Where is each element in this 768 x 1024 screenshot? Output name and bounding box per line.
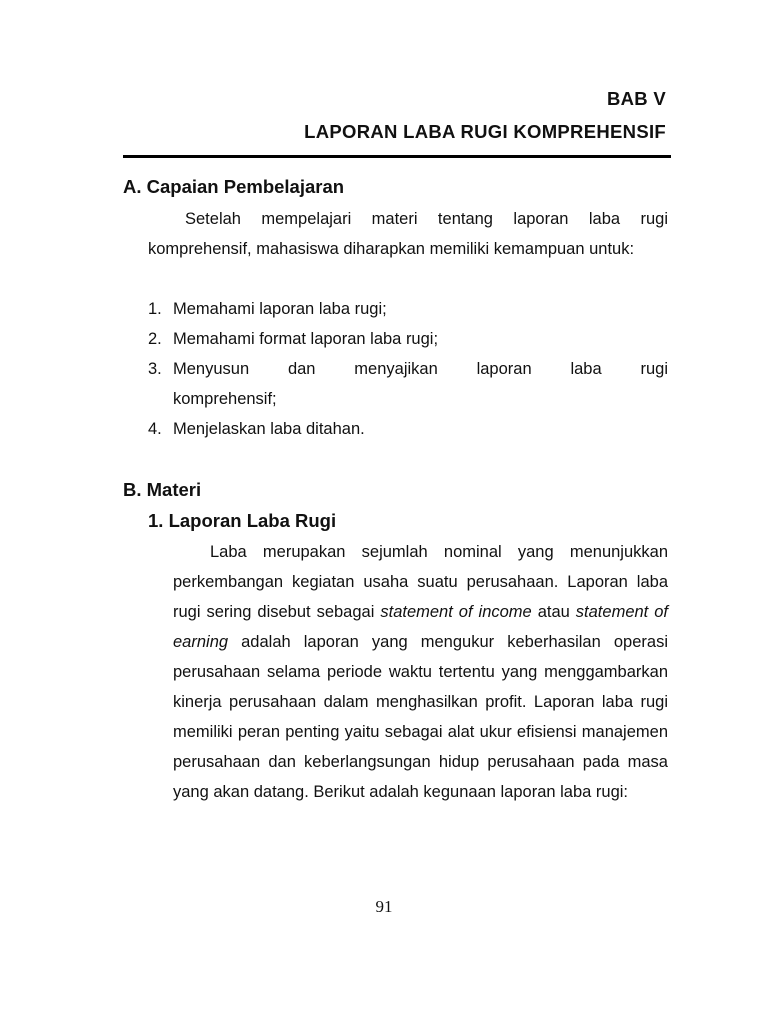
list-item [148, 354, 668, 414]
section-a-heading: A. Capaian Pembelajaran [123, 176, 345, 197]
chapter-number: BAB V [606, 88, 666, 109]
learning-outcomes-list [148, 294, 668, 444]
body-paragraph [173, 537, 668, 807]
section-b-heading: B. Materi [123, 479, 202, 500]
list-item-number: 3. [148, 360, 162, 378]
list-item [148, 324, 668, 354]
list-item-text: Menjelaskan laba ditahan. [173, 420, 365, 438]
paragraph-text: Laba merupakan sejumlah nominal yang menunjukkan perkembangan kegiatan usaha suatu perusahaan. Laporan laba rugi sering disebut sebagai [173, 543, 668, 621]
subsection-heading: 1. Laporan Laba Rugi [148, 510, 337, 531]
list-item [148, 294, 668, 324]
italic-term: statement of income [380, 603, 532, 621]
list-item-text-continued: komprehensif; [173, 390, 277, 408]
list-item-number: 1. [148, 300, 162, 318]
page-number: 91 [375, 897, 393, 916]
list-item [148, 414, 668, 444]
list-item-number: 4. [148, 420, 162, 438]
list-item-text: Memahami laporan laba rugi; [173, 300, 387, 318]
list-item-number: 2. [148, 330, 162, 348]
chapter-title: LAPORAN LABA RUGI KOMPREHENSIF [304, 121, 666, 142]
paragraph-text: atau [531, 603, 576, 621]
paragraph-text: adalah laporan yang mengukur keberhasilan operasi perusahaan selama periode waktu tertentu yang menggambarkan kinerja perusahaan dalam menghasilkan profit. Laporan laba rugi memiliki peran penting yaitu sebagai alat ukur efisiensi manajemen perusahaan dan keberlangsungan hidup perusahaan pada masa yang akan datang. Berikut adalah kegunaan laporan laba rugi: [173, 633, 668, 801]
italic-term: statement of earning [173, 603, 668, 651]
list-item-text: Memahami format laporan laba rugi; [173, 330, 439, 348]
section-a-intro: Setelah mempelajari materi tentang laporan laba rugi komprehensif, mahasiswa diharapkan memiliki kemampuan untuk: [148, 210, 668, 258]
title-divider [123, 155, 671, 158]
list-item-text: Menyusun dan menyajikan laporan laba rugi [173, 360, 668, 378]
